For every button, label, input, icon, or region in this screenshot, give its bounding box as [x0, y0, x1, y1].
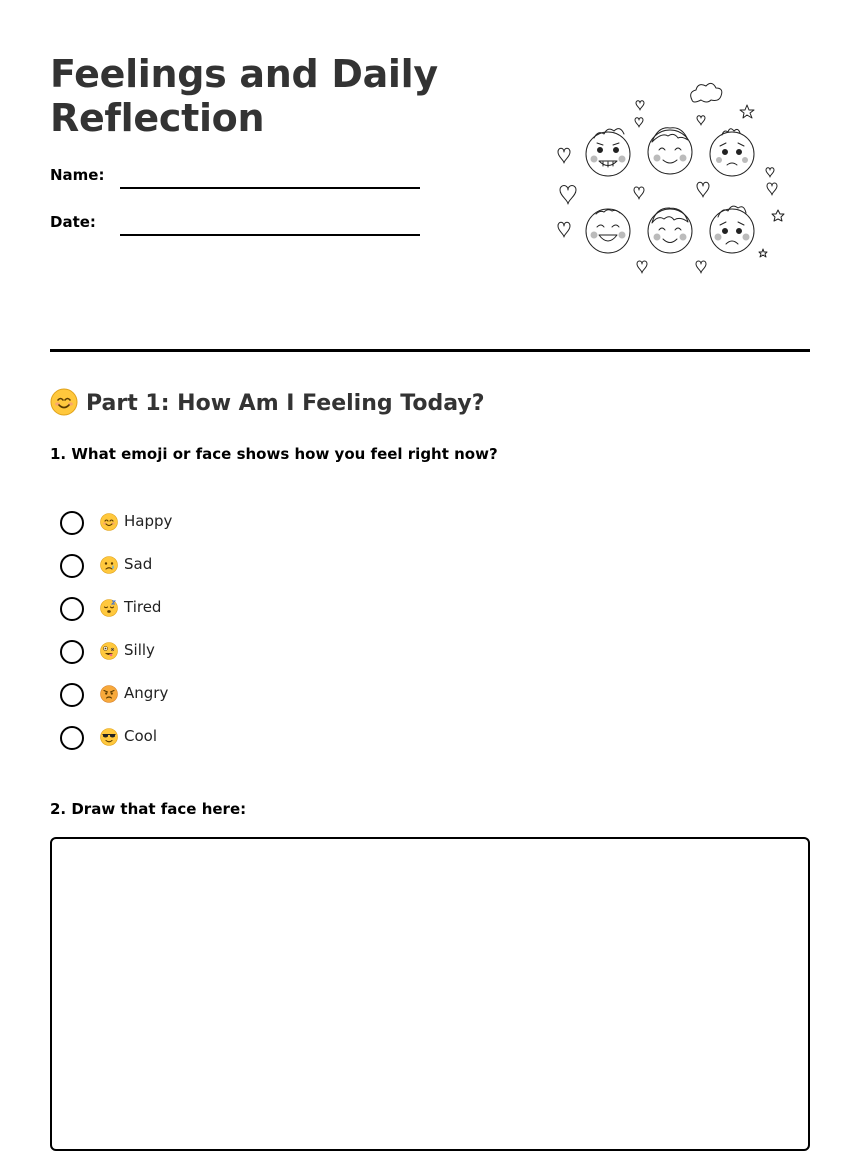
- option-label: Cool: [124, 727, 157, 745]
- sunglasses-face-emoji-icon: [100, 728, 118, 746]
- question-1: 1. What emoji or face shows how you feel right now?: [50, 445, 498, 463]
- page-title: Feelings and Daily Reflection: [50, 52, 438, 140]
- drawing-area[interactable]: [50, 837, 810, 1151]
- date-write-line[interactable]: [120, 234, 420, 236]
- option-cool[interactable]: [60, 724, 172, 767]
- smiling-face-emoji-icon: [100, 513, 118, 531]
- name-field: [50, 160, 420, 190]
- radio-silly[interactable]: [60, 640, 84, 664]
- feelings-options-list: [60, 509, 172, 767]
- option-tired[interactable]: [60, 595, 172, 638]
- radio-happy[interactable]: [60, 511, 84, 535]
- option-happy[interactable]: [60, 509, 172, 552]
- option-label: Angry: [124, 684, 169, 702]
- option-label: Sad: [124, 555, 153, 573]
- radio-angry[interactable]: [60, 683, 84, 707]
- name-write-line[interactable]: [120, 187, 420, 189]
- sleeping-face-emoji-icon: [100, 599, 118, 617]
- children-feelings-faces-illustration: [550, 78, 790, 278]
- option-label: Happy: [124, 512, 173, 530]
- crying-face-emoji-icon: [100, 556, 118, 574]
- option-silly[interactable]: [60, 638, 172, 681]
- date-label: Date:: [50, 213, 96, 231]
- question-2: 2. Draw that face here:: [50, 800, 247, 818]
- radio-sad[interactable]: [60, 554, 84, 578]
- option-label: Tired: [124, 598, 162, 616]
- section-title-text: Part 1: How Am I Feeling Today?: [86, 391, 485, 416]
- name-label: Name:: [50, 166, 105, 184]
- option-angry[interactable]: [60, 681, 172, 724]
- section-divider: [50, 349, 810, 352]
- option-label: Silly: [124, 641, 155, 659]
- option-sad[interactable]: [60, 552, 172, 595]
- section-title: [50, 388, 484, 420]
- radio-cool[interactable]: [60, 726, 84, 750]
- date-field: [50, 207, 420, 237]
- zany-face-emoji-icon: [100, 642, 118, 660]
- radio-tired[interactable]: [60, 597, 84, 621]
- angry-face-emoji-icon: [100, 685, 118, 703]
- smiling-face-emoji-icon: [50, 388, 78, 416]
